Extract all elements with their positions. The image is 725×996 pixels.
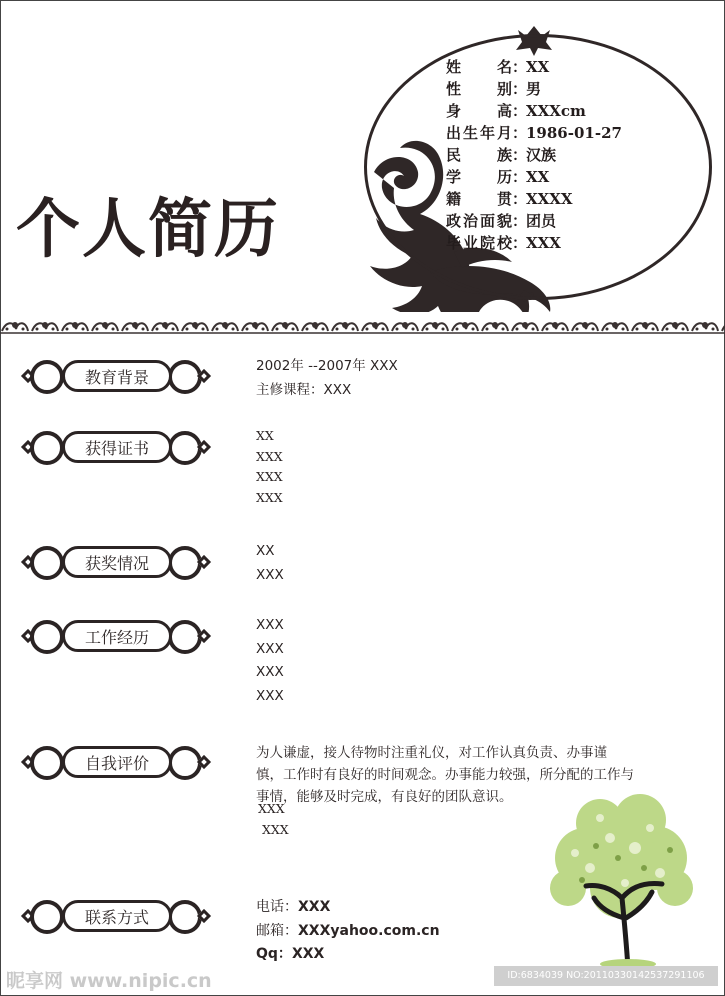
info-row-school: 毕业院校：XXX xyxy=(446,234,561,252)
award-line: XX xyxy=(256,543,275,559)
section-badge-education xyxy=(22,358,210,398)
work-line: XXX xyxy=(256,640,284,657)
contact-qq: Qq：XXX xyxy=(256,946,325,962)
work-content xyxy=(256,614,284,708)
personal-info xyxy=(446,56,622,254)
section-label-awards: 获奖情况 xyxy=(62,546,172,578)
section-badge-self-eval xyxy=(22,744,210,784)
certificate-line: XXX xyxy=(256,448,283,464)
section-label-contact: 联系方式 xyxy=(62,900,172,932)
contact-content xyxy=(256,896,440,967)
info-row-political: 政治面貌：团员 xyxy=(446,212,557,230)
education-line: 主修课程：XXX xyxy=(256,381,352,398)
awards-content xyxy=(256,540,284,587)
work-line: XXX xyxy=(256,664,284,680)
watermark-right: ID:6834039 NO:20110330142537291106 xyxy=(494,966,718,986)
info-row-height: 身高：XXXcm xyxy=(446,102,586,120)
education-content xyxy=(256,355,398,402)
section-badge-certificates xyxy=(22,429,210,469)
watermark-left: 昵享网 www.nipic.cn xyxy=(6,970,212,992)
certificate-line: XX xyxy=(256,428,274,443)
certificate-line: XXX xyxy=(256,469,283,484)
page-title: 个人简历 xyxy=(16,193,280,267)
contact-email: 邮箱：XXXyahoo.com.cn xyxy=(256,922,440,939)
tree-illustration-icon xyxy=(540,788,705,968)
info-row-education: 学历：XX xyxy=(446,168,550,186)
section-label-self-eval: 自我评价 xyxy=(62,746,172,778)
section-label-certificates: 获得证书 xyxy=(62,431,172,463)
education-line: 2002年 --2007年 XXX xyxy=(256,358,398,374)
self-eval-line: XXX xyxy=(258,801,285,816)
work-line: XXX xyxy=(256,687,284,704)
section-badge-awards xyxy=(22,544,210,584)
certificates-content xyxy=(256,426,283,508)
info-row-name: 姓名：XX xyxy=(446,58,550,76)
contact-phone: 电话：XXX xyxy=(256,899,331,915)
self-eval-text: 为人谦虚，接人待物时注重礼仪，对工作认真负责、办事谨 慎，工作时有良好的时间观念。办事能力较强，所分配的工作与事情，能够及时完成，有良好的团队意识。 xyxy=(256,745,634,805)
info-row-hometown: 籍贯：XXXX xyxy=(446,190,573,208)
info-row-ethnicity: 民族：汉族 xyxy=(446,146,557,164)
section-badge-contact xyxy=(22,898,210,938)
award-line: XXX xyxy=(256,566,284,583)
section-label-work: 工作经历 xyxy=(62,620,172,652)
section-label-education: 教育背景 xyxy=(62,360,172,392)
work-line: XXX xyxy=(256,617,284,633)
section-badge-work xyxy=(22,618,210,658)
info-row-gender: 性别：男 xyxy=(446,80,542,98)
info-row-birth: 出生年月：1986-01-27 xyxy=(446,124,622,142)
lace-divider xyxy=(0,317,725,337)
certificate-line: XXX xyxy=(256,489,283,505)
self-eval-extra xyxy=(258,798,289,840)
self-eval-line: XXX xyxy=(262,822,289,837)
